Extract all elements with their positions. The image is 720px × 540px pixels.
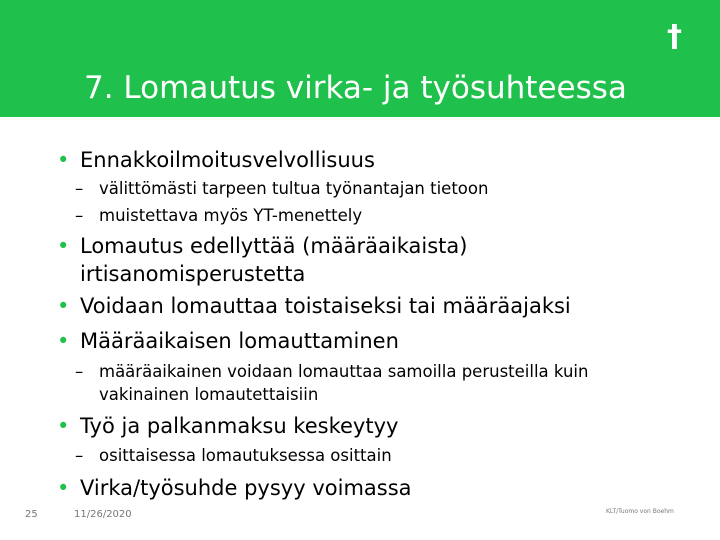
sub-bullet-marker: – (75, 446, 84, 465)
page-number: 25 (25, 509, 38, 520)
sub-bullet-marker: – (75, 362, 84, 381)
bullet-text: Virka/työsuhde pysyy voimassa (80, 476, 412, 500)
bullet-text: Lomautus edellyttää (määräaikaista) (80, 234, 468, 258)
bullet-text: Määräaikaisen lomauttaminen (80, 329, 399, 353)
bullet-text: Työ ja palkanmaksu keskeytyy (80, 414, 399, 438)
sub-bullet-text: vakinainen lomautettaisiin (99, 385, 319, 404)
sub-bullet-text: välittömästi tarpeen tultua työnantajan tietoon (99, 179, 489, 198)
bullet-text: Ennakkoilmoitusvelvollisuus (80, 148, 375, 172)
bullet-marker: • (57, 476, 70, 500)
sub-bullet-text: määräaikainen voidaan lomauttaa samoilla perusteilla kuin (99, 362, 589, 381)
slide-title: 7. Lomautus virka- ja työsuhteessa (84, 70, 627, 106)
sub-bullet-marker: – (75, 179, 84, 198)
bullet-marker: • (57, 148, 70, 172)
sub-bullet-text: muistettava myös YT-menettely (99, 206, 363, 225)
cross-icon: † (667, 19, 682, 54)
footer-author: KLT/Tuomo von Boehm (606, 508, 674, 515)
bullet-marker: • (57, 414, 70, 438)
sub-bullet-text: osittaisessa lomautuksessa osittain (99, 446, 392, 465)
bullet-marker: • (57, 234, 70, 258)
bullet-text: irtisanomisperustetta (80, 262, 306, 286)
bullet-marker: • (57, 329, 70, 353)
bullet-text: Voidaan lomauttaa toistaiseksi tai määräajaksi (80, 294, 571, 318)
sub-bullet-marker: – (75, 206, 84, 225)
bullet-marker: • (57, 294, 70, 318)
slide-date: 11/26/2020 (74, 509, 132, 520)
